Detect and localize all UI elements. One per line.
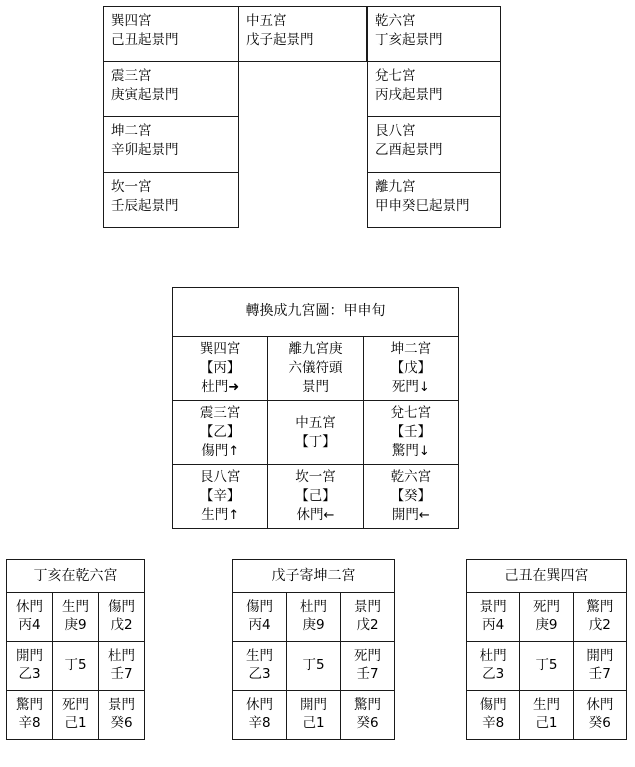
palace-label: 乾六宮 bbox=[375, 13, 416, 29]
stem-number: 壬7 bbox=[356, 666, 379, 682]
gate-label: 休門 bbox=[246, 697, 273, 714]
gate-cell bbox=[287, 593, 341, 642]
palace-label: 巽四宮 bbox=[199, 341, 241, 358]
gate-grid-title: 丁亥在乾六宮 bbox=[7, 560, 145, 593]
palace-start-gate-table bbox=[103, 6, 501, 228]
table-row bbox=[367, 117, 501, 173]
table-row bbox=[239, 6, 367, 62]
gate-label: 生門 bbox=[201, 506, 229, 523]
table-row bbox=[7, 642, 145, 691]
gate-label: 休門 bbox=[586, 697, 614, 714]
stem-number: 丙4 bbox=[482, 617, 505, 633]
gate-label: 景門 bbox=[301, 378, 329, 395]
stem-number: 丁5 bbox=[302, 657, 325, 674]
palace-cell bbox=[363, 401, 458, 465]
gate-label: 死門 bbox=[532, 599, 560, 616]
stem-number: 戊2 bbox=[110, 617, 133, 633]
palace-stem: 【乙】 bbox=[199, 424, 241, 441]
gate-label: 驚門 bbox=[16, 697, 43, 714]
stem-number: 辛8 bbox=[482, 715, 505, 731]
stem-number: 癸6 bbox=[356, 715, 379, 731]
stem-number: 癸6 bbox=[110, 715, 133, 731]
gate-label: 死門 bbox=[354, 648, 381, 665]
gate-cell bbox=[520, 691, 573, 740]
gate-cell bbox=[341, 691, 395, 740]
table-row bbox=[7, 691, 145, 740]
palace-label: 震三宮 bbox=[199, 405, 241, 422]
gate-grid-title: 己丑在巽四宮 bbox=[467, 560, 627, 593]
gate-cell bbox=[7, 642, 53, 691]
gate-cell bbox=[520, 593, 573, 642]
palace-detail: 戊子起景門 bbox=[246, 32, 314, 49]
palace-stem: 【己】 bbox=[295, 488, 336, 505]
gate-label: 開門 bbox=[391, 506, 419, 523]
palace-stem: 【戊】 bbox=[390, 360, 432, 377]
direction-arrow-icon: ← bbox=[418, 507, 430, 523]
gate-label: 生門 bbox=[62, 599, 89, 616]
stem-number: 乙3 bbox=[18, 666, 41, 682]
gate-grid-title: 戊子寄坤二宮 bbox=[233, 560, 395, 593]
stem-number: 戊2 bbox=[356, 617, 379, 633]
gate-label: 驚門 bbox=[354, 697, 381, 714]
palace-detail: 辛卯起景門 bbox=[111, 142, 179, 159]
palace-cell bbox=[268, 337, 363, 401]
gate-label: 生門 bbox=[246, 648, 273, 665]
gate-label: 驚門 bbox=[391, 442, 419, 459]
gate-cell bbox=[7, 593, 53, 642]
stem-number: 丙4 bbox=[18, 617, 41, 633]
gate-cell bbox=[233, 593, 287, 642]
gate-label: 杜門 bbox=[300, 599, 327, 616]
gate-grid-table bbox=[232, 559, 395, 740]
gate-cell bbox=[573, 642, 626, 691]
palace-label: 坎一宮 bbox=[295, 469, 336, 486]
palace-gate bbox=[175, 442, 265, 461]
table-row bbox=[367, 6, 501, 62]
palace-label: 震三宮 bbox=[111, 67, 152, 84]
table-row bbox=[233, 642, 395, 691]
palace-detail: 庚寅起景門 bbox=[111, 86, 179, 103]
gate-cell bbox=[287, 691, 341, 740]
palace-label: 坤二宮 bbox=[111, 123, 152, 139]
stem-number: 丁5 bbox=[64, 657, 87, 674]
bottom-table-title-row bbox=[467, 560, 627, 593]
gate-label: 杜門 bbox=[479, 648, 507, 665]
nine-palace-chart bbox=[172, 287, 459, 529]
direction-arrow-icon: ↑ bbox=[228, 443, 240, 459]
direction-arrow-icon: ↓ bbox=[418, 443, 430, 459]
gate-cell-center bbox=[53, 642, 99, 691]
table-row bbox=[7, 593, 145, 642]
palace-gate bbox=[175, 506, 265, 525]
palace-label: 中五宮 bbox=[246, 13, 287, 29]
gate-label: 驚門 bbox=[586, 599, 614, 616]
direction-arrow-icon: ↑ bbox=[228, 507, 240, 523]
gate-label: 死門 bbox=[62, 697, 89, 714]
palace-cell bbox=[173, 401, 268, 465]
gate-label: 景門 bbox=[354, 599, 381, 616]
palace-cell bbox=[268, 465, 363, 529]
palace-stem: 【辛】 bbox=[199, 488, 241, 505]
table-row bbox=[467, 642, 627, 691]
palace-detail: 丙戌起景門 bbox=[375, 86, 443, 103]
gate-label: 休門 bbox=[296, 506, 324, 523]
stem-number: 庚9 bbox=[64, 617, 87, 633]
stem-number: 己1 bbox=[535, 715, 558, 731]
palace-cell bbox=[363, 465, 458, 529]
stem-number: 乙3 bbox=[248, 666, 271, 682]
gate-cell bbox=[99, 691, 145, 740]
gate-grid-table bbox=[466, 559, 627, 740]
top-table-left-column bbox=[103, 6, 239, 228]
gate-cell bbox=[573, 691, 626, 740]
stem-number: 辛8 bbox=[248, 715, 271, 731]
palace-label: 中五宮 bbox=[295, 414, 336, 431]
stem-number: 己1 bbox=[302, 715, 325, 731]
gate-label: 傷門 bbox=[201, 442, 229, 459]
gate-cell bbox=[467, 593, 520, 642]
gate-label: 傷門 bbox=[479, 697, 507, 714]
nine-palace-title: 轉換成九宮圖：甲申旬 bbox=[173, 288, 459, 337]
table-row bbox=[103, 62, 239, 118]
palace-stem: 【丙】 bbox=[199, 360, 241, 377]
palace-gate bbox=[270, 378, 360, 397]
gate-label: 景門 bbox=[108, 697, 135, 714]
gate-label: 生門 bbox=[532, 697, 560, 714]
stem-number: 壬7 bbox=[588, 666, 611, 682]
table-row bbox=[467, 691, 627, 740]
gate-cell bbox=[53, 691, 99, 740]
top-table-middle-column bbox=[239, 6, 367, 62]
palace-label: 艮八宮 bbox=[199, 469, 241, 486]
gate-cell bbox=[99, 593, 145, 642]
gate-cell-center bbox=[287, 642, 341, 691]
palace-stem: 【丁】 bbox=[295, 433, 336, 450]
palace-cell bbox=[173, 465, 268, 529]
palace-gate bbox=[175, 378, 265, 397]
stem-number: 庚9 bbox=[302, 617, 325, 633]
gate-label: 開門 bbox=[586, 648, 614, 665]
gate-grid-table bbox=[6, 559, 145, 740]
palace-label: 離九宮 bbox=[375, 178, 416, 195]
palace-detail: 壬辰起景門 bbox=[111, 197, 179, 214]
gate-cell bbox=[467, 691, 520, 740]
table-row bbox=[173, 337, 459, 401]
table-row bbox=[103, 117, 239, 173]
stem-number: 癸6 bbox=[588, 715, 611, 731]
stem-number: 辛8 bbox=[18, 715, 41, 731]
stem-number: 己1 bbox=[64, 715, 87, 731]
palace-label: 乾六宮 bbox=[390, 469, 432, 486]
palace-label: 艮八宮 bbox=[375, 123, 416, 139]
palace-gate bbox=[366, 442, 456, 461]
gate-cell bbox=[467, 642, 520, 691]
palace-detail: 乙酉起景門 bbox=[375, 142, 443, 159]
palace-label: 巽四宮 bbox=[111, 13, 152, 29]
gate-label: 休門 bbox=[16, 599, 43, 616]
palace-cell bbox=[363, 337, 458, 401]
palace-cell bbox=[173, 337, 268, 401]
palace-detail: 甲申癸巳起景門 bbox=[375, 197, 470, 214]
table-row bbox=[103, 6, 239, 62]
palace-gate bbox=[270, 506, 360, 525]
palace-gate bbox=[366, 506, 456, 525]
nine-palace-title-row bbox=[173, 288, 459, 337]
gate-cell bbox=[7, 691, 53, 740]
stem-number: 庚9 bbox=[535, 617, 558, 633]
palace-label: 坎一宮 bbox=[111, 178, 152, 195]
gate-cell bbox=[341, 593, 395, 642]
palace-label: 離九宮庚 bbox=[288, 341, 343, 358]
table-row bbox=[467, 593, 627, 642]
table-row bbox=[173, 401, 459, 465]
palace-gate bbox=[366, 378, 456, 397]
stem-number: 乙3 bbox=[482, 666, 505, 682]
gate-cell bbox=[233, 691, 287, 740]
gate-label: 杜門 bbox=[201, 378, 229, 395]
table-row bbox=[367, 62, 501, 118]
palace-detail: 己丑起景門 bbox=[111, 32, 179, 49]
palace-label: 兌七宮 bbox=[375, 67, 416, 84]
table-row bbox=[103, 173, 239, 229]
palace-detail: 丁亥起景門 bbox=[375, 32, 443, 49]
table-row bbox=[233, 691, 395, 740]
table-row bbox=[173, 465, 459, 529]
gate-cell bbox=[99, 642, 145, 691]
gate-label: 傷門 bbox=[108, 599, 135, 616]
gate-cell bbox=[233, 642, 287, 691]
direction-arrow-icon: ← bbox=[323, 507, 335, 523]
top-table-right-column bbox=[367, 6, 501, 228]
direction-arrow-icon: ➜ bbox=[228, 379, 240, 395]
stem-number: 戊2 bbox=[588, 617, 611, 633]
palace-label: 兌七宮 bbox=[390, 405, 432, 422]
bottom-table-title-row bbox=[7, 560, 145, 593]
gate-label: 傷門 bbox=[246, 599, 273, 616]
gate-cell bbox=[53, 593, 99, 642]
gate-label: 開門 bbox=[16, 648, 43, 665]
palace-cell bbox=[268, 401, 363, 465]
direction-arrow-icon: ↓ bbox=[418, 379, 430, 395]
stem-number: 丙4 bbox=[248, 617, 271, 633]
palace-stem: 【癸】 bbox=[390, 488, 432, 505]
gate-cell bbox=[573, 593, 626, 642]
palace-label: 坤二宮 bbox=[390, 341, 432, 358]
gate-label: 死門 bbox=[391, 378, 419, 395]
gate-label: 杜門 bbox=[108, 648, 135, 665]
gate-cell-center bbox=[520, 642, 573, 691]
table-row bbox=[233, 593, 395, 642]
palace-stem: 六儀符頭 bbox=[288, 360, 343, 377]
stem-number: 丁5 bbox=[535, 657, 558, 674]
table-row bbox=[367, 173, 501, 229]
palace-stem: 【壬】 bbox=[390, 424, 432, 441]
stem-number: 壬7 bbox=[110, 666, 133, 682]
gate-label: 景門 bbox=[479, 599, 507, 616]
bottom-table-title-row bbox=[233, 560, 395, 593]
gate-cell bbox=[341, 642, 395, 691]
gate-label: 開門 bbox=[300, 697, 327, 714]
